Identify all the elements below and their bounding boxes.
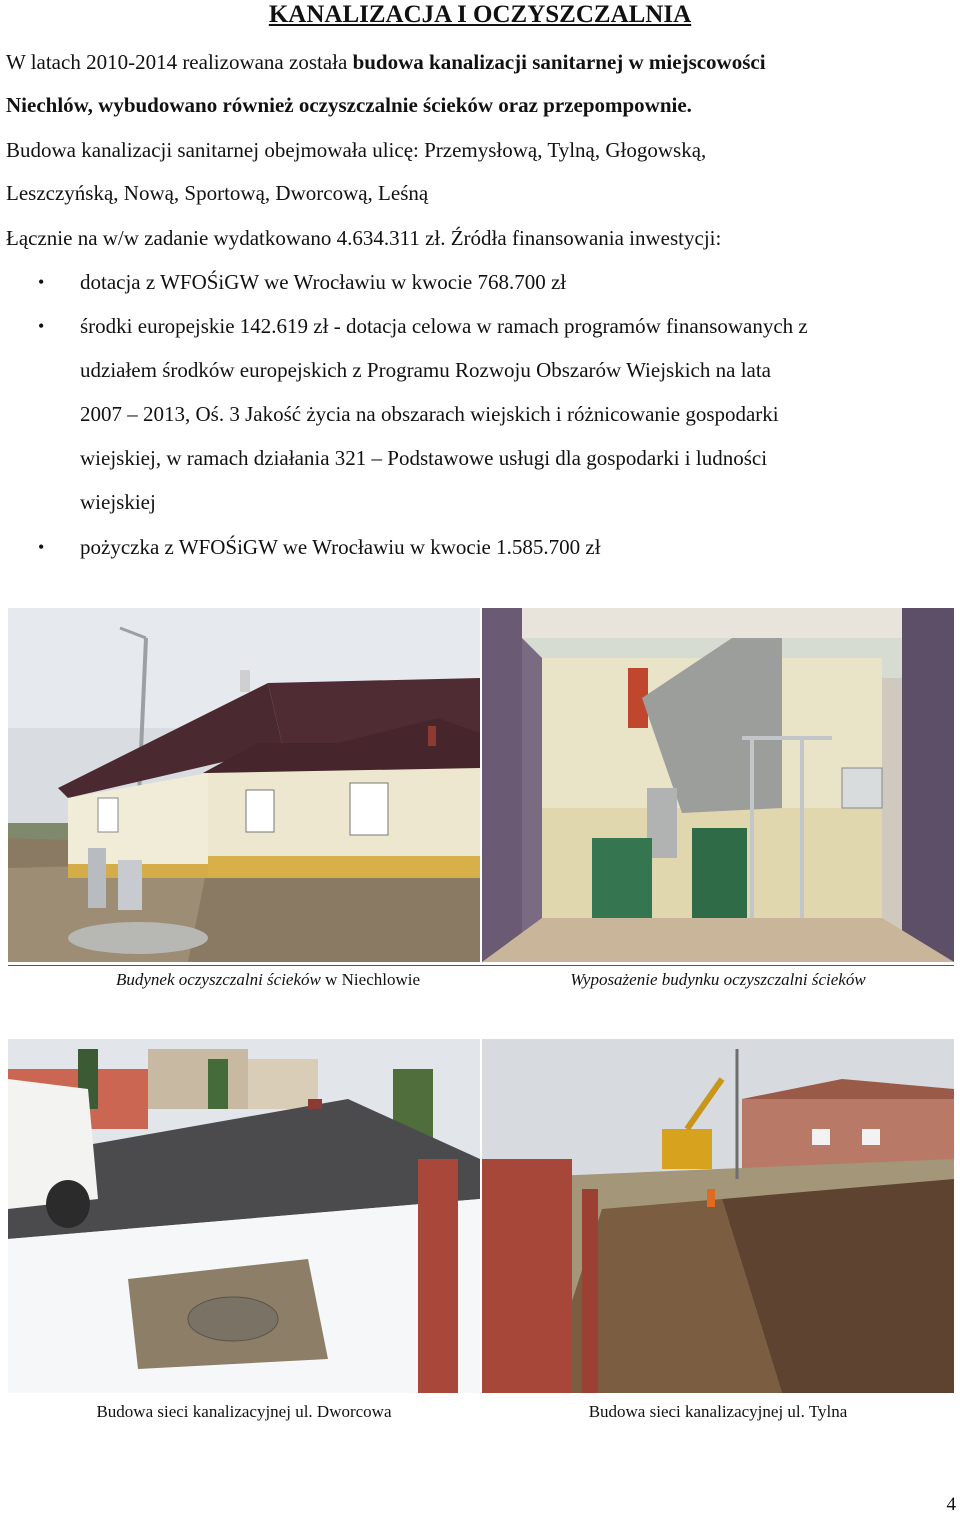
bullet-marker: • <box>38 537 45 557</box>
bullet-2-line-2: udziałem środków europejskich z Programu Rozwoju Obszarów Wiejskich na lata <box>80 358 772 382</box>
caption-divider <box>8 965 954 966</box>
page-title: KANALIZACJA I OCZYSZCZALNIA <box>268 1 692 28</box>
bullet-2-line-1: środki europejskie 142.619 zł - dotacja celowa w ramach programów finansowanych z <box>80 314 808 338</box>
paragraph-intro-line1 <box>6 50 766 74</box>
photo-sewer-tylna-street <box>482 1039 954 1393</box>
caption-photo-1-rest: w Niechlowie <box>320 970 421 989</box>
paragraph-streets-line2: Leszczyńską, Nową, Sportową, Dworcową, Leśną <box>6 181 429 205</box>
paragraph-streets-line1: Budowa kanalizacji sanitarnej obejmowała ulicę: Przemysłową, Tylną, Głogowską, <box>6 138 707 162</box>
caption-photo-4: Budowa sieci kanalizacyjnej ul. Tylna <box>588 1402 848 1421</box>
caption-photo-3: Budowa sieci kanalizacyjnej ul. Dworcowa <box>96 1402 392 1421</box>
bullet-2-line-4: wiejskiej, w ramach działania 321 – Podstawowe usługi dla gospodarki i ludności <box>80 446 768 470</box>
paragraph-total: Łącznie na w/w zadanie wydatkowano 4.634.311 zł. Źródła finansowania inwestycji: <box>6 226 722 250</box>
caption-photo-2: Wyposażenie budynku oczyszczalni ścieków <box>570 970 866 989</box>
photo-treatment-plant-equipment <box>482 608 954 962</box>
caption-photo-1-italic: Budynek oczyszczalni ścieków <box>115 970 321 989</box>
photo-treatment-plant-building <box>8 608 480 962</box>
intro-bold: budowa kanalizacji sanitarnej w miejscowości <box>352 50 766 74</box>
photo-sewer-dworcowa-street <box>8 1039 480 1393</box>
bullet-2-line-3: 2007 – 2013, Oś. 3 Jakość życia na obszarach wiejskich i różnicowanie gospodarki <box>80 402 779 426</box>
bullet-2-line-5: wiejskiej <box>80 490 156 514</box>
bullet-3-line-1: pożyczka z WFOŚiGW we Wrocławiu w kwocie 1.585.700 zł <box>80 535 601 559</box>
bullet-1-line-1: dotacja z WFOŚiGW we Wrocławiu w kwocie 768.700 zł <box>80 270 567 294</box>
paragraph-intro-line2: Niechlów, wybudowano również oczyszczalnie ścieków oraz przepompownie. <box>6 93 692 117</box>
bullet-marker: • <box>38 316 45 336</box>
caption-photo-1 <box>8 970 528 990</box>
intro-plain: W latach 2010-2014 realizowana została <box>6 50 353 74</box>
bullet-marker: • <box>38 272 45 292</box>
page-number: 4 <box>946 1494 956 1515</box>
